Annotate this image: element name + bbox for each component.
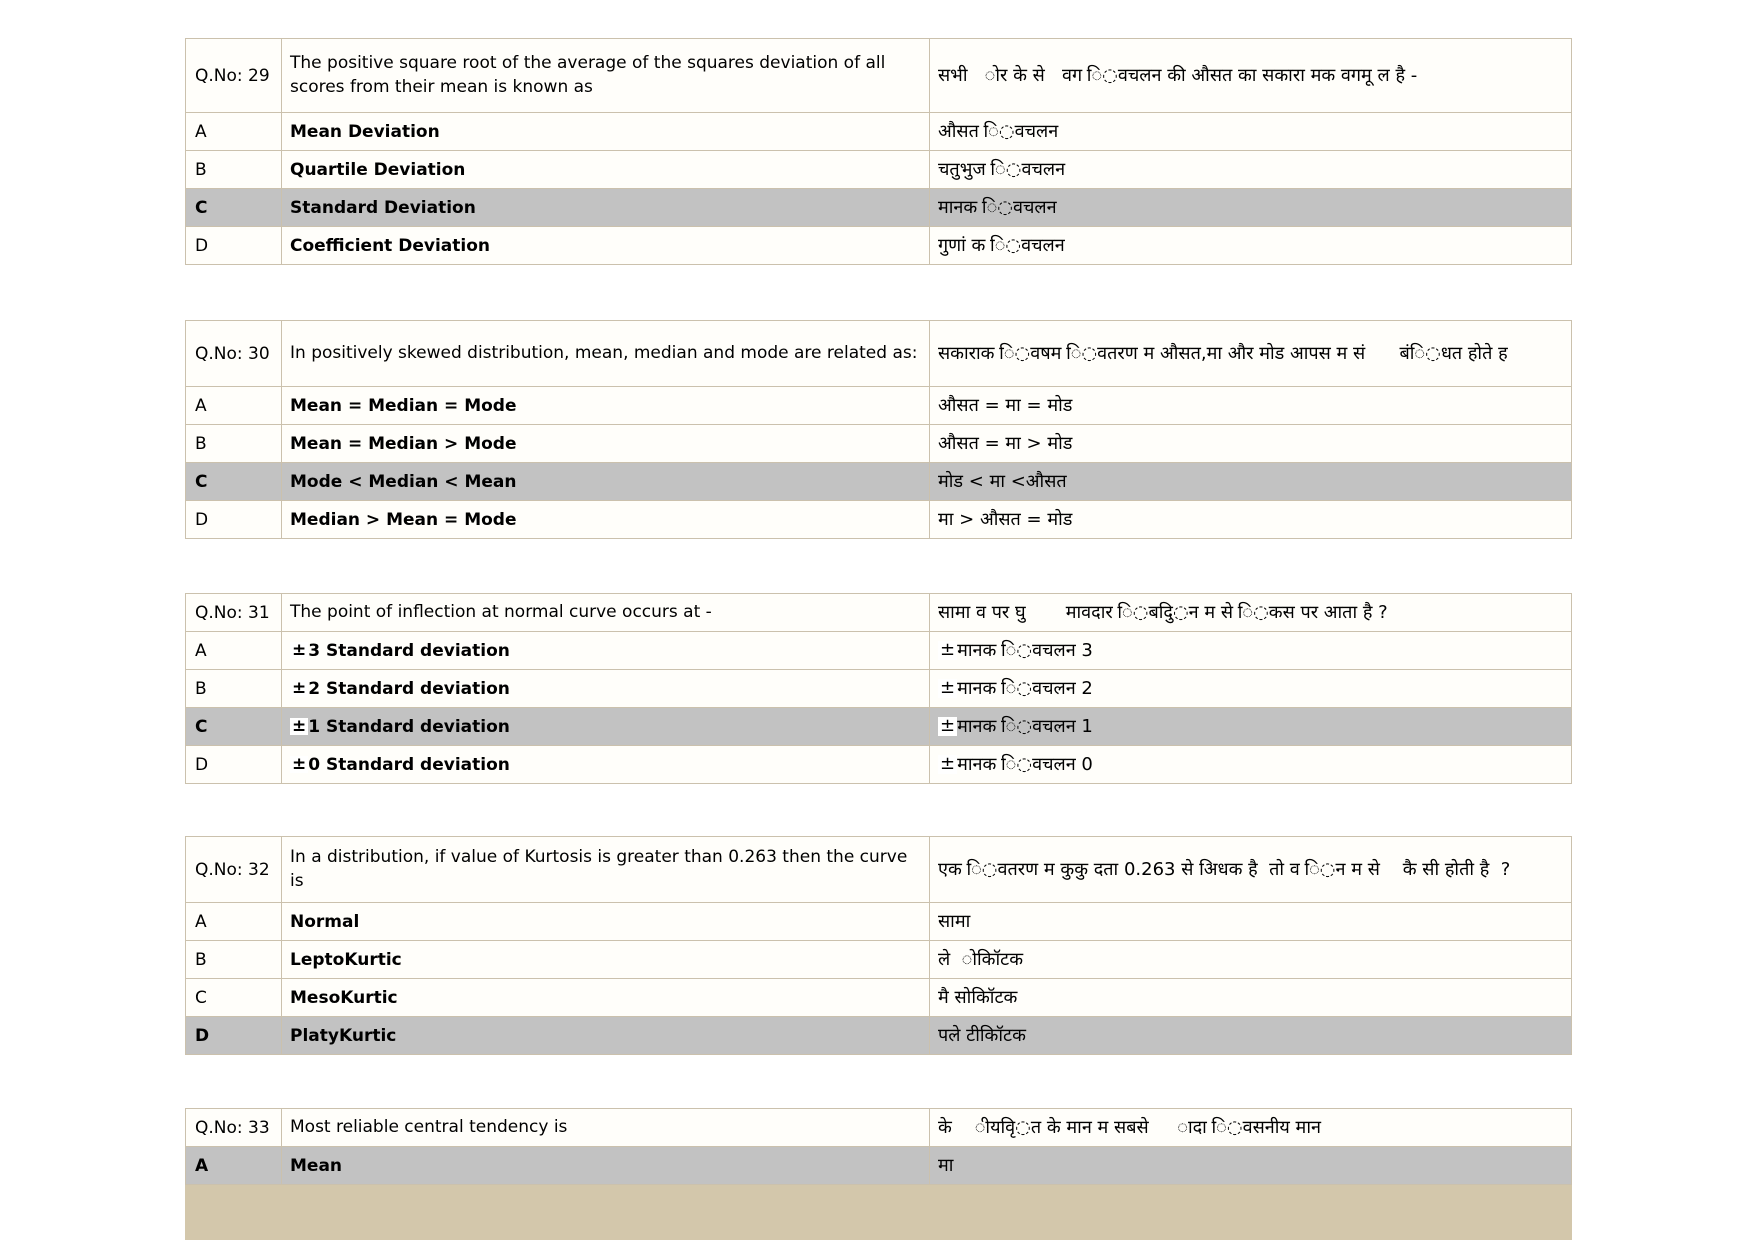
option-row-a: [186, 631, 1571, 669]
option-letter: A: [186, 632, 282, 669]
option-letter: D: [186, 227, 282, 264]
question-block-29: [185, 38, 1572, 265]
option-text-english: Median > Mean = Mode: [282, 501, 930, 538]
option-text-english: Mean Deviation: [282, 113, 930, 150]
option-letter: A: [186, 903, 282, 940]
option-row-b: [186, 669, 1571, 707]
option-row-c: [186, 707, 1571, 745]
option-text-english: ± 3 Standard deviation: [282, 632, 930, 669]
option-text-english: Mean = Median > Mode: [282, 425, 930, 462]
question-text-english: Most reliable central tendency is: [282, 1109, 930, 1146]
option-row-d: [186, 1016, 1571, 1054]
plus-minus-symbol: ±: [940, 753, 956, 775]
option-text-hindi: औसत ि◌वचलन: [938, 120, 1059, 142]
option-text-english: ± 2 Standard deviation: [282, 670, 930, 707]
option-text-hindi: चतुभुज ि◌वचलन: [938, 158, 1066, 180]
plus-minus-symbol: ±: [292, 753, 307, 774]
question-text-hindi: सकाराक ि◌वषम ि◌वतरण म औसत,मा और मोड आपस म सं बंि◌धत होते ह: [938, 342, 1508, 364]
plus-minus-symbol: ±: [292, 715, 307, 736]
option-text-hindi: मा > औसत = मोड: [938, 508, 1073, 530]
question-number: Q.No: 32: [186, 837, 282, 902]
option-text-hindi: पले टीकिॉटक: [938, 1024, 1026, 1046]
option-text-hindi: ± मानक ि◌वचलन 2: [940, 677, 1093, 699]
option-text-english: Mean: [282, 1147, 930, 1184]
option-letter: C: [186, 463, 282, 500]
question-block-32: [185, 836, 1572, 1055]
option-text-english: ± 1 Standard deviation: [282, 708, 930, 745]
option-letter: D: [186, 746, 282, 783]
option-text-english: Coefficient Deviation: [282, 227, 930, 264]
question-row: [186, 1109, 1571, 1146]
option-text-hindi: औसत = मा > मोड: [938, 432, 1073, 454]
option-text-hindi: मानक ि◌वचलन: [938, 196, 1057, 218]
option-row-a: [186, 1146, 1571, 1184]
option-row-b: [186, 424, 1571, 462]
option-row-c: [186, 462, 1571, 500]
option-row-c: [186, 188, 1571, 226]
option-row-a: [186, 112, 1571, 150]
plus-minus-symbol: ±: [940, 639, 956, 661]
option-letter: D: [186, 1017, 282, 1054]
option-letter: C: [186, 708, 282, 745]
question-number: Q.No: 29: [186, 39, 282, 112]
option-letter: B: [186, 670, 282, 707]
option-text-english: LeptoKurtic: [282, 941, 930, 978]
question-number: Q.No: 31: [186, 594, 282, 631]
option-text-hindi: औसत = मा = मोड: [938, 394, 1073, 416]
question-row: [186, 594, 1571, 631]
option-text-english: MesoKurtic: [282, 979, 930, 1016]
option-text-english: ± 0 Standard deviation: [282, 746, 930, 783]
option-row-d: [186, 745, 1571, 783]
option-letter: C: [186, 979, 282, 1016]
option-text-english: Normal: [282, 903, 930, 940]
option-letter: A: [186, 1147, 282, 1184]
question-row: [186, 837, 1571, 902]
option-text-english: PlatyKurtic: [282, 1017, 930, 1054]
plus-minus-symbol: ±: [940, 715, 956, 737]
option-row-d: [186, 226, 1571, 264]
question-block-30: [185, 320, 1572, 539]
option-letter: A: [186, 387, 282, 424]
question-text-hindi: के ◌ीयवृि◌त के मान म सबसे ◌ादा ि◌वसनीय मान: [938, 1116, 1321, 1138]
question-text-english: The point of inflection at normal curve occurs at -: [282, 594, 930, 631]
question-row: [186, 321, 1571, 386]
option-text-hindi: ± मानक ि◌वचलन 1: [940, 715, 1093, 737]
question-number: Q.No: 30: [186, 321, 282, 386]
option-row-a: [186, 902, 1571, 940]
option-text-hindi: ले ◌ोकिॉटक: [938, 948, 1024, 970]
plus-minus-symbol: ±: [940, 677, 956, 699]
question-text-english: In a distribution, if value of Kurtosis is greater than 0.263 then the curve is: [282, 837, 930, 902]
option-letter: B: [186, 151, 282, 188]
option-letter: B: [186, 941, 282, 978]
option-text-english: Mode < Median < Mean: [282, 463, 930, 500]
option-row-d: [186, 500, 1571, 538]
question-text-hindi: सामा व पर घु मावदार ि◌बदुि◌न म से ि◌कस पर आता है ?: [938, 601, 1388, 623]
option-text-english: Quartile Deviation: [282, 151, 930, 188]
option-text-hindi: गुणां क ि◌वचलन: [938, 234, 1065, 256]
question-text-english: In positively skewed distribution, mean, median and mode are related as:: [282, 321, 930, 386]
question-number: Q.No: 33: [186, 1109, 282, 1146]
question-row: [186, 39, 1571, 112]
option-row-b: [186, 940, 1571, 978]
option-text-hindi: मै सोकिॉटक: [938, 986, 1018, 1008]
question-text-hindi: सभी ◌ोर के से वग ि◌वचलन की औसत का सकारा मक वगमू ल है -: [938, 64, 1418, 86]
option-row-c: [186, 978, 1571, 1016]
question-text-english: The positive square root of the average of the squares deviation of all scores from their mean is known as: [282, 39, 930, 112]
option-text-hindi: ± मानक ि◌वचलन 0: [940, 753, 1093, 775]
option-letter: A: [186, 113, 282, 150]
option-row-a: [186, 386, 1571, 424]
plus-minus-symbol: ±: [292, 677, 307, 698]
option-text-english: Mean = Median = Mode: [282, 387, 930, 424]
plus-minus-symbol: ±: [292, 639, 307, 660]
page-bottom-strip: [185, 1185, 1572, 1240]
option-letter: B: [186, 425, 282, 462]
option-row-b: [186, 150, 1571, 188]
option-text-hindi: मा: [938, 1154, 954, 1176]
option-letter: D: [186, 501, 282, 538]
option-text-hindi: ± मानक ि◌वचलन 3: [940, 639, 1093, 661]
option-text-english: Standard Deviation: [282, 189, 930, 226]
question-block-33: [185, 1108, 1572, 1185]
question-text-hindi: एक ि◌वतरण म कुकु दता 0.263 से अिधक है तो व ि◌न म से कै सी होती है ?: [938, 858, 1511, 880]
option-text-hindi: सामा: [938, 910, 971, 932]
option-text-hindi: मोड < मा <औसत: [938, 470, 1067, 492]
question-block-31: [185, 593, 1572, 784]
option-letter: C: [186, 189, 282, 226]
